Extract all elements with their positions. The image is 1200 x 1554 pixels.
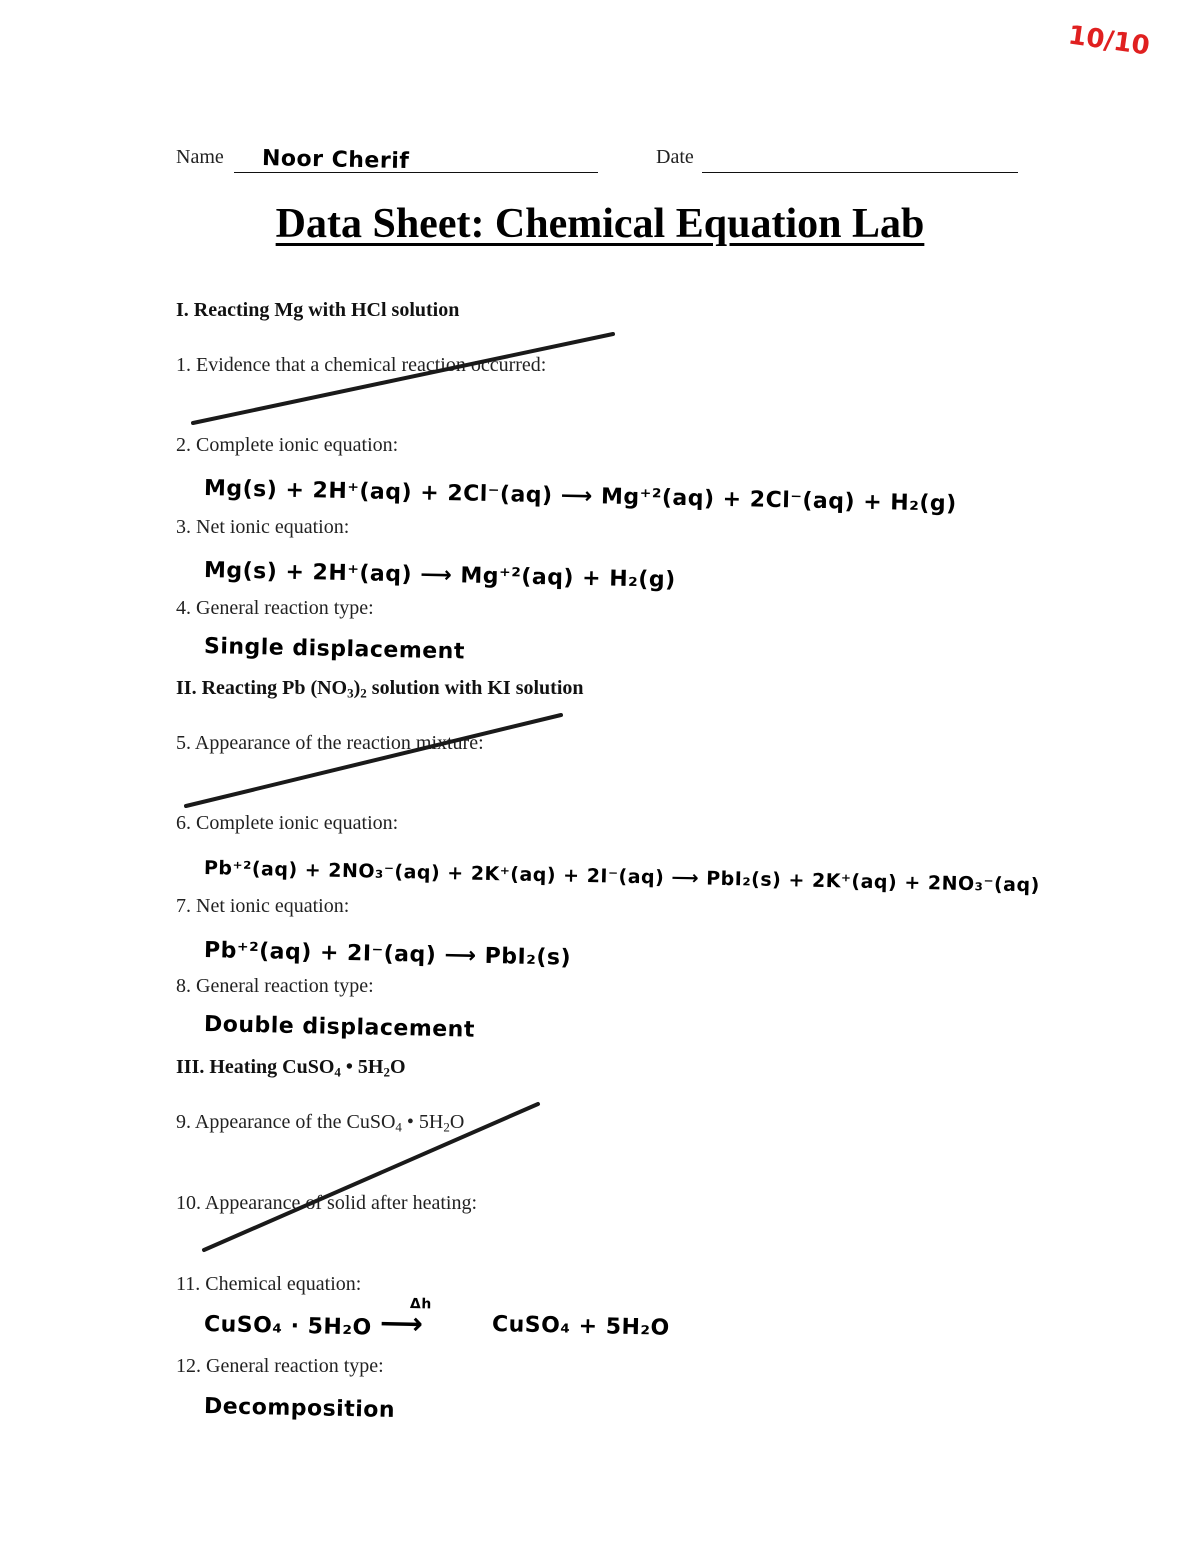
answer-7: Pb⁺²(aq) + 2I⁻(aq) ⟶ PbI₂(s) <box>203 938 572 971</box>
section-3-subscript: 4 <box>334 1064 341 1080</box>
page-title: Data Sheet: Chemical Equation Lab <box>275 201 925 247</box>
question-2: 2. Complete ionic equation: <box>176 434 399 456</box>
question-6: 6. Complete ionic equation: <box>176 812 399 834</box>
grade-mark: 10/10 <box>1066 20 1152 62</box>
section-2-heading-part: II. Reacting Pb (NO <box>176 677 348 699</box>
question-7: 7. Net ionic equation: <box>176 895 350 917</box>
question-4: 4. General reaction type: <box>176 597 374 619</box>
name-value: Noor Cherif <box>261 146 410 175</box>
question-10: 10. Appearance of solid after heating: <box>176 1192 477 1214</box>
section-3-heading-part: O <box>389 1056 406 1078</box>
date-label: Date <box>656 146 694 168</box>
question-3: 3. Net ionic equation: <box>176 516 350 538</box>
question-11: 11. Chemical equation: <box>176 1273 362 1295</box>
question-9-subscript: 4 <box>395 1119 402 1135</box>
name-label: Name <box>176 146 224 168</box>
section-3-heading-part: • 5H <box>340 1056 384 1078</box>
section-2-subscript: 3 <box>347 685 354 701</box>
question-9-part: • 5H <box>401 1111 444 1133</box>
strike-line-3 <box>204 1104 538 1250</box>
question-9-part: O <box>449 1111 465 1133</box>
answer-11-products: CuSO₄ + 5H₂O <box>491 1312 671 1341</box>
answer-11-reactant: CuSO₄ · 5H₂O <box>203 1312 372 1341</box>
answer-2: Mg(s) + 2H⁺(aq) + 2Cl⁻(aq) ⟶ Mg⁺²(aq) + 2Cl⁻(aq) + H₂(g) <box>203 476 957 517</box>
strike-line-1 <box>193 334 613 423</box>
question-1: 1. Evidence that a chemical reaction occurred: <box>176 354 547 376</box>
answer-3: Mg(s) + 2H⁺(aq) ⟶ Mg⁺²(aq) + H₂(g) <box>203 558 676 593</box>
answer-12: Decomposition <box>203 1394 396 1423</box>
section-1-heading: I. Reacting Mg with HCl solution <box>176 299 460 321</box>
answer-11-arrow-icon: ⟶ <box>379 1306 424 1342</box>
question-9-subscript: 2 <box>443 1119 450 1135</box>
section-2-heading-part: solution with KI solution <box>366 677 584 699</box>
question-9-part: 9. Appearance of the CuSO <box>176 1111 396 1133</box>
question-8: 8. General reaction type: <box>176 975 374 997</box>
answer-4: Single displacement <box>203 634 466 665</box>
section-2-subscript: 2 <box>360 685 367 701</box>
question-5: 5. Appearance of the reaction mixture: <box>176 732 484 754</box>
question-12: 12. General reaction type: <box>176 1355 384 1377</box>
section-3-subscript: 2 <box>383 1064 390 1080</box>
strike-line-2 <box>186 715 561 806</box>
answer-8: Double displacement <box>203 1012 476 1043</box>
section-2-heading-part: ) <box>353 677 361 699</box>
answer-6: Pb⁺²(aq) + 2NO₃⁻(aq) + 2K⁺(aq) + 2I⁻(aq) ⟶ PbI₂(s) + 2K⁺(aq) + 2NO₃⁻(aq) <box>203 857 1040 897</box>
answer-11-arrow-label: Δh <box>409 1296 432 1313</box>
section-3-heading-part: III. Heating CuSO <box>176 1056 335 1078</box>
